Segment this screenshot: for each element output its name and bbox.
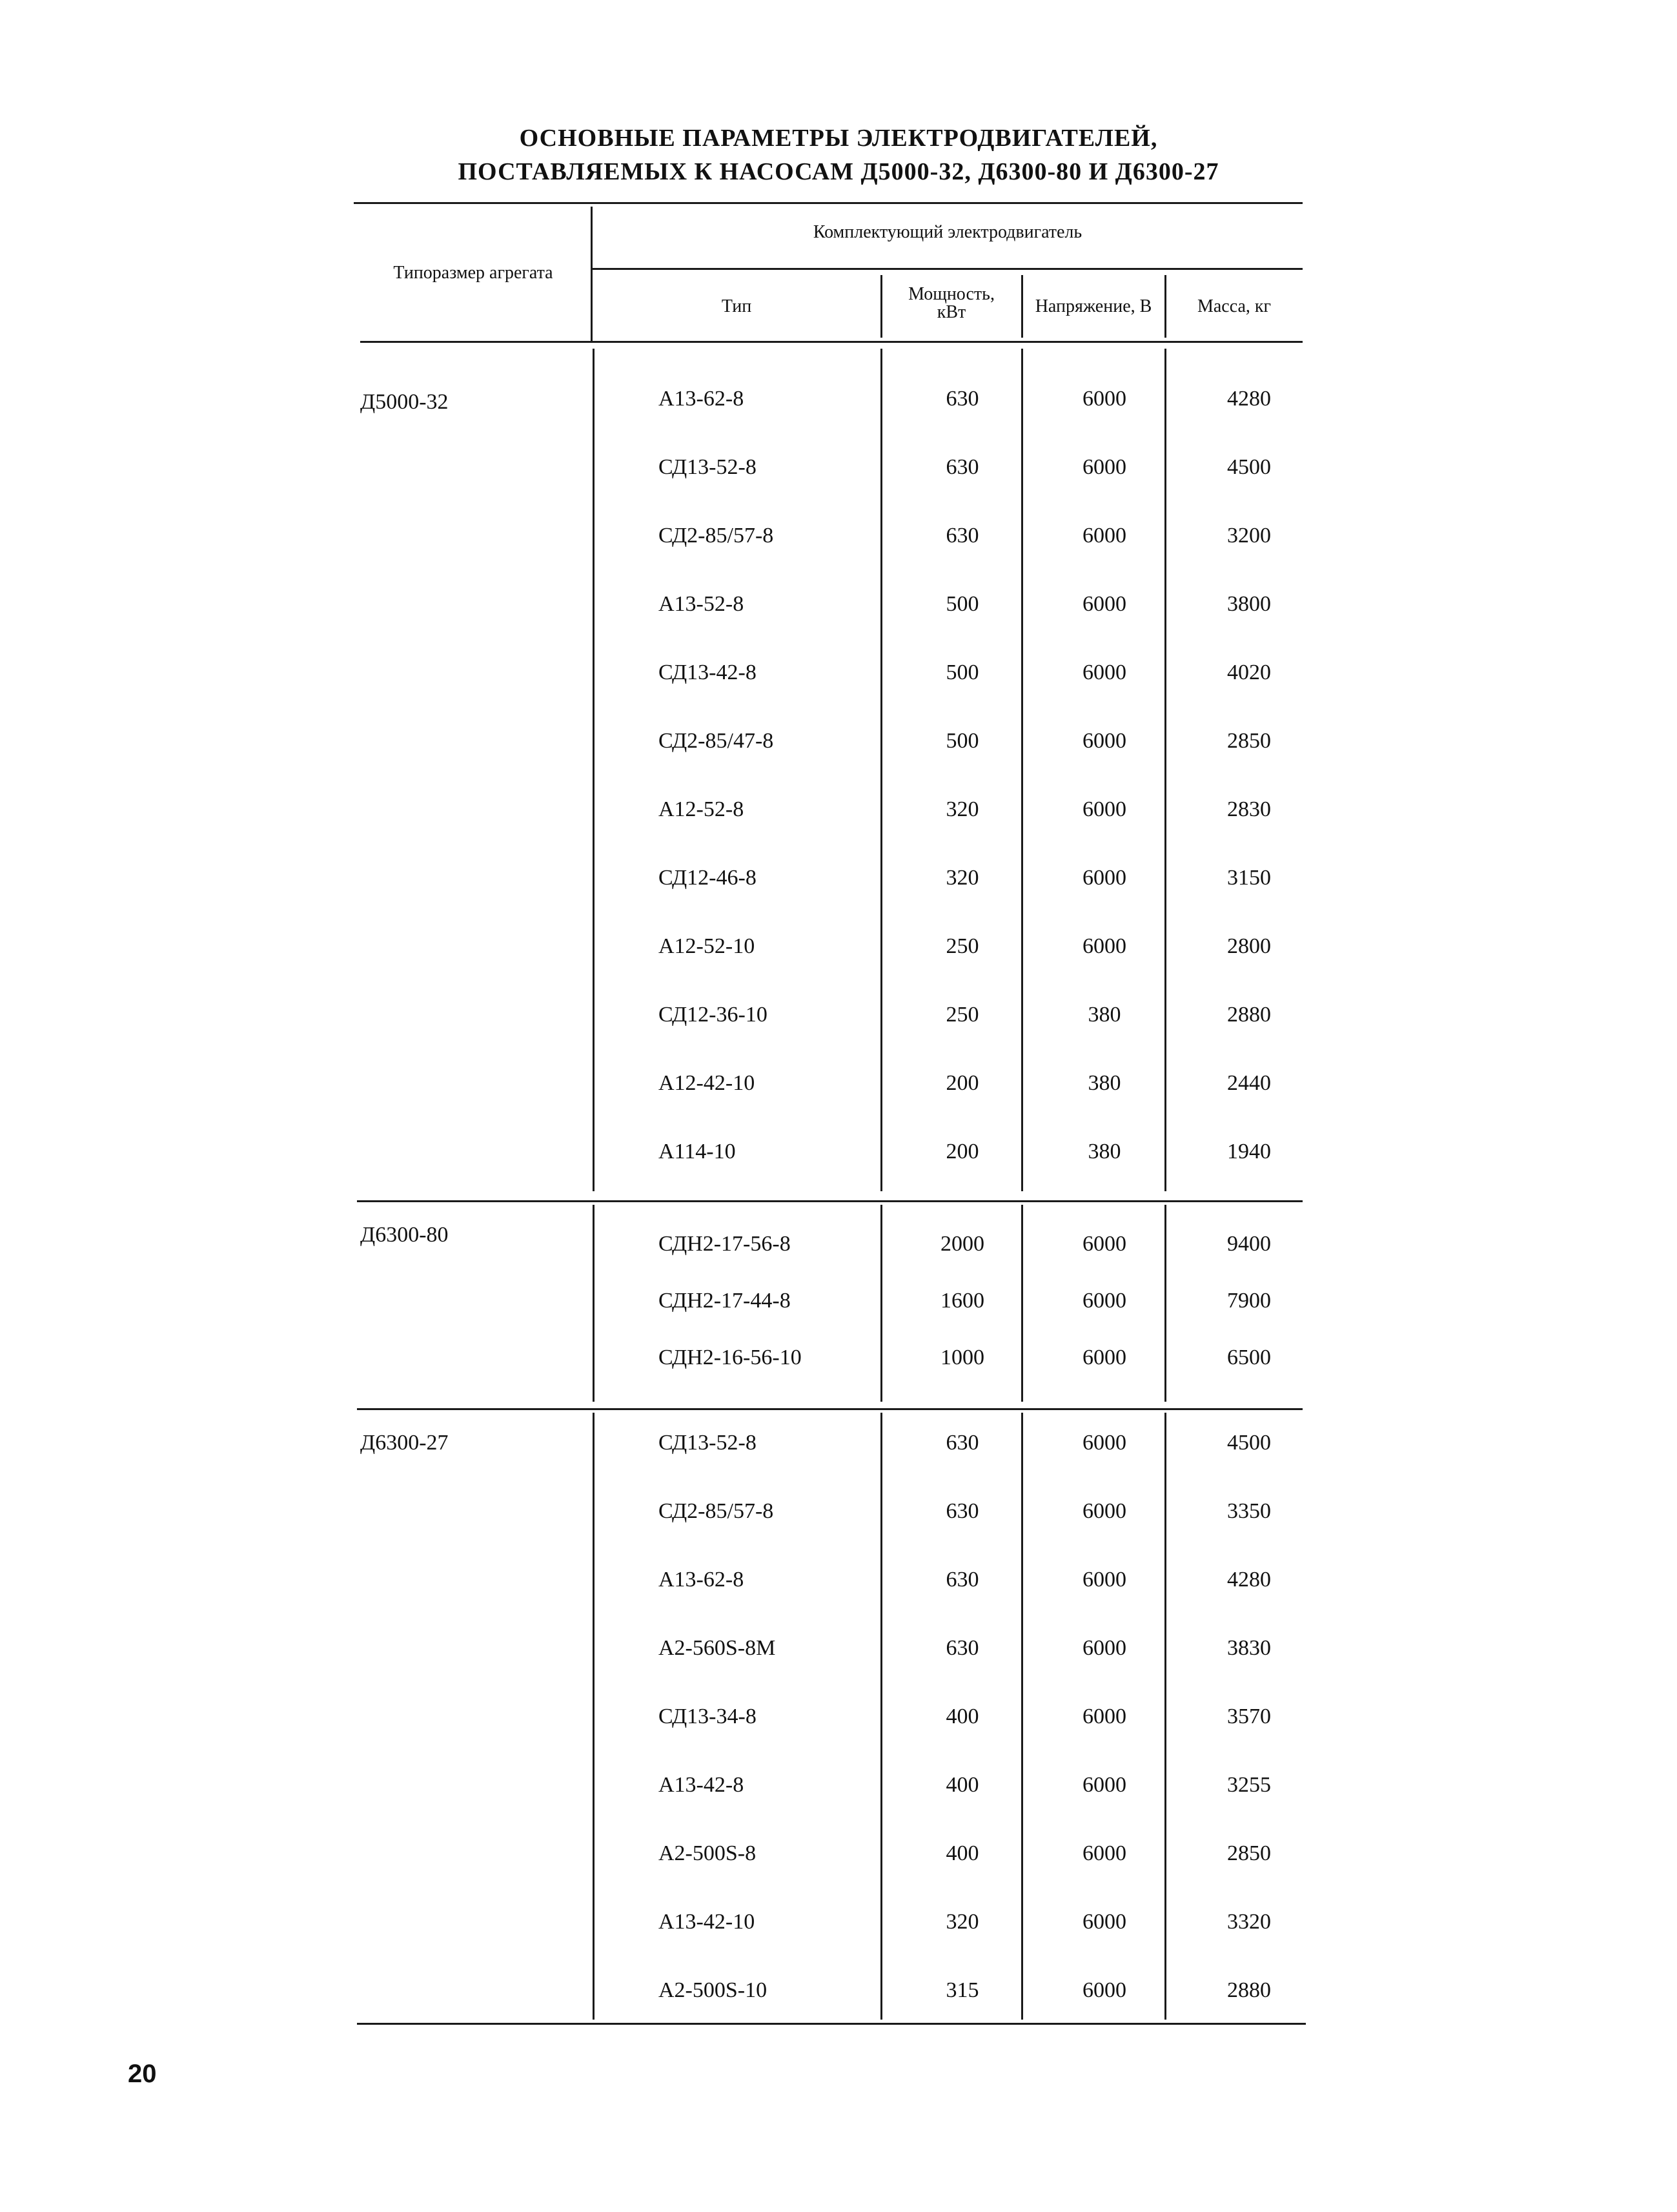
- cell-type: А13-62-8: [658, 1568, 744, 1592]
- cell-mass: 3255: [1227, 1773, 1271, 1797]
- cell-type: СД13-52-8: [658, 1431, 757, 1455]
- cell-type: СД2-85/47-8: [658, 729, 774, 753]
- g2-divider-type: [880, 1205, 882, 1402]
- cell-mass: 3150: [1227, 866, 1271, 890]
- cell-voltage: 6000: [1082, 1289, 1126, 1313]
- g1-divider-unit: [593, 349, 595, 1191]
- cell-type: СД12-36-10: [658, 1003, 767, 1027]
- group-rule-1: [357, 1200, 1303, 1202]
- table-bottom-rule: [357, 2023, 1306, 2025]
- header-bottom-rule: [360, 341, 1303, 343]
- header-mass: Масса, кг: [1197, 296, 1272, 316]
- cell-power: 320: [946, 797, 979, 821]
- cell-type: А12-52-8: [658, 797, 744, 821]
- cell-power: 400: [946, 1705, 979, 1728]
- cell-mass: 2880: [1227, 1978, 1271, 2002]
- document-title: [0, 121, 1677, 189]
- cell-power: 630: [946, 387, 979, 411]
- page-number: 20: [128, 2060, 157, 2088]
- cell-power: 500: [946, 661, 979, 684]
- cell-type: А2-560S-8М: [658, 1636, 776, 1660]
- cell-type: А114-10: [658, 1140, 736, 1163]
- cell-type: СД13-34-8: [658, 1705, 757, 1728]
- cell-mass: 4280: [1227, 1568, 1271, 1592]
- cell-power: 400: [946, 1773, 979, 1797]
- cell-type: А13-42-10: [658, 1910, 755, 1934]
- cell-power: 630: [946, 455, 979, 479]
- cell-mass: 2800: [1227, 934, 1271, 958]
- cell-power: 400: [946, 1841, 979, 1865]
- cell-voltage: 6000: [1082, 729, 1126, 753]
- cell-voltage: 6000: [1082, 1705, 1126, 1728]
- cell-voltage: 6000: [1082, 455, 1126, 479]
- header-voltage: Напряжение, В: [1035, 296, 1152, 316]
- cell-voltage: 6000: [1082, 592, 1126, 616]
- header-unit-size: Типоразмер агрегата: [393, 263, 553, 283]
- cell-power: 630: [946, 1636, 979, 1660]
- cell-mass: 9400: [1227, 1232, 1271, 1256]
- cell-mass: 4500: [1227, 1431, 1271, 1455]
- cell-power: 630: [946, 1499, 979, 1523]
- cell-power: 500: [946, 592, 979, 616]
- cell-voltage: 6000: [1082, 797, 1126, 821]
- cell-voltage: 6000: [1082, 1346, 1126, 1369]
- cell-voltage: 380: [1088, 1071, 1121, 1095]
- cell-voltage: 6000: [1082, 1636, 1126, 1660]
- group-rule-2: [357, 1408, 1303, 1410]
- cell-type: А2-500S-8: [658, 1841, 757, 1865]
- cell-mass: 4500: [1227, 455, 1271, 479]
- cell-mass: 2850: [1227, 729, 1271, 753]
- cell-type: СД12-46-8: [658, 866, 757, 890]
- cell-power: 630: [946, 1568, 979, 1592]
- cell-type: А13-42-8: [658, 1773, 744, 1797]
- cell-type: СДН2-16-56-10: [658, 1346, 802, 1369]
- header-power: [882, 285, 1021, 322]
- cell-power: 1600: [940, 1289, 984, 1313]
- cell-type: СД13-52-8: [658, 455, 757, 479]
- cell-voltage: 380: [1088, 1140, 1121, 1163]
- cell-mass: 4020: [1227, 661, 1271, 684]
- cell-mass: 3830: [1227, 1636, 1271, 1660]
- cell-voltage: 6000: [1082, 866, 1126, 890]
- header-power-label: Мощность,: [908, 284, 995, 304]
- cell-type: А12-52-10: [658, 934, 755, 958]
- cell-power: 315: [946, 1978, 979, 2002]
- cell-voltage: 6000: [1082, 1568, 1126, 1592]
- cell-voltage: 6000: [1082, 1499, 1126, 1523]
- cell-mass: 2880: [1227, 1003, 1271, 1027]
- cell-type: А13-52-8: [658, 592, 744, 616]
- cell-power: 250: [946, 934, 979, 958]
- cell-mass: 3320: [1227, 1910, 1271, 1934]
- cell-mass: 1940: [1227, 1140, 1271, 1163]
- cell-type: СДН2-17-44-8: [658, 1289, 791, 1313]
- cell-type: СДН2-17-56-8: [658, 1232, 791, 1256]
- g1-divider-type: [880, 349, 882, 1191]
- g3-divider-type: [880, 1413, 882, 2020]
- group-unit-d6300-80: Д6300-80: [360, 1223, 449, 1247]
- cell-type: А2-500S-10: [658, 1978, 767, 2002]
- cell-power: 1000: [940, 1346, 984, 1369]
- cell-type: СД13-42-8: [658, 661, 757, 684]
- group-unit-d5000-32: Д5000-32: [360, 390, 449, 414]
- cell-mass: 4280: [1227, 387, 1271, 411]
- cell-power: 320: [946, 866, 979, 890]
- header-type: Тип: [721, 296, 752, 316]
- cell-voltage: 6000: [1082, 387, 1126, 411]
- cell-type: А12-42-10: [658, 1071, 755, 1095]
- cell-power: 200: [946, 1071, 979, 1095]
- cell-mass: 2850: [1227, 1841, 1271, 1865]
- motor-group-rule: [593, 268, 1303, 270]
- cell-mass: 2830: [1227, 797, 1271, 821]
- g2-divider-unit: [593, 1205, 595, 1402]
- cell-voltage: 6000: [1082, 1773, 1126, 1797]
- cell-power: 630: [946, 524, 979, 548]
- cell-power: 250: [946, 1003, 979, 1027]
- cell-voltage: 6000: [1082, 524, 1126, 548]
- title-line-2: ПОСТАВЛЯЕМЫХ К НАСОСАМ Д5000-32, Д6300-80 И Д6300-27: [458, 158, 1219, 185]
- cell-power: 200: [946, 1140, 979, 1163]
- header-power-unit: кВт: [937, 302, 966, 322]
- cell-mass: 3350: [1227, 1499, 1271, 1523]
- cell-power: 500: [946, 729, 979, 753]
- table-top-rule: [354, 202, 1303, 204]
- cell-power: 630: [946, 1431, 979, 1455]
- g3-divider-unit: [593, 1413, 595, 2020]
- cell-mass: 3200: [1227, 524, 1271, 548]
- header-motor-group: Комплектующий электродвигатель: [813, 222, 1082, 242]
- group-unit-d6300-27: Д6300-27: [360, 1431, 449, 1455]
- cell-voltage: 6000: [1082, 1978, 1126, 2002]
- cell-type: СД2-85/57-8: [658, 524, 774, 548]
- cell-voltage: 6000: [1082, 661, 1126, 684]
- cell-power: 2000: [940, 1232, 984, 1256]
- cell-power: 320: [946, 1910, 979, 1934]
- cell-mass: 6500: [1227, 1346, 1271, 1369]
- cell-voltage: 6000: [1082, 1431, 1126, 1455]
- cell-voltage: 6000: [1082, 1910, 1126, 1934]
- cell-mass: 3570: [1227, 1705, 1271, 1728]
- cell-voltage: 380: [1088, 1003, 1121, 1027]
- cell-type: СД2-85/57-8: [658, 1499, 774, 1523]
- cell-voltage: 6000: [1082, 1841, 1126, 1865]
- cell-voltage: 6000: [1082, 934, 1126, 958]
- cell-type: А13-62-8: [658, 387, 744, 411]
- cell-mass: 3800: [1227, 592, 1271, 616]
- cell-voltage: 6000: [1082, 1232, 1126, 1256]
- cell-mass: 2440: [1227, 1071, 1271, 1095]
- title-line-1: ОСНОВНЫЕ ПАРАМЕТРЫ ЭЛЕКТРОДВИГАТЕЛЕЙ,: [519, 125, 1158, 152]
- cell-mass: 7900: [1227, 1289, 1271, 1313]
